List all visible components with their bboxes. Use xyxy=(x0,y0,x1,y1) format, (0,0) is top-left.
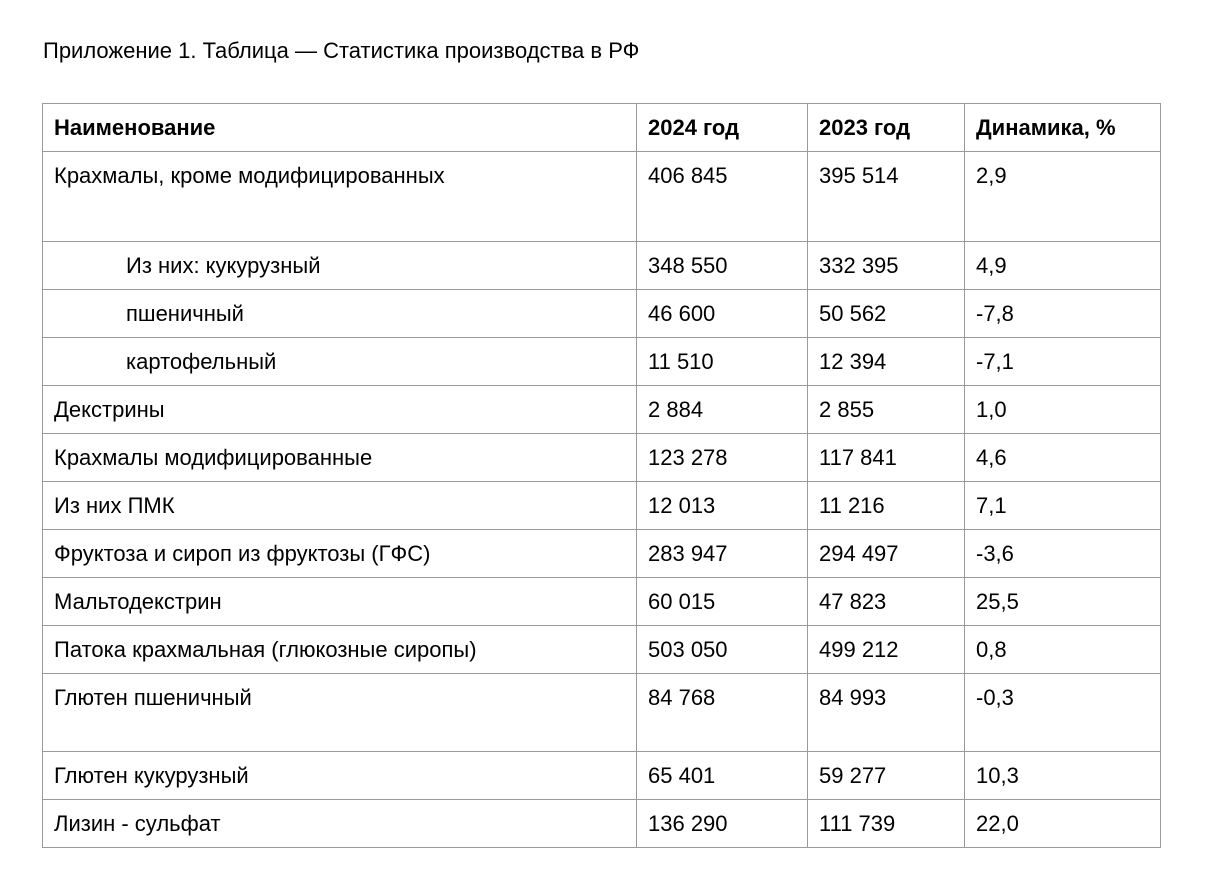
row-name: Лизин - сульфат xyxy=(43,800,637,848)
table-row xyxy=(43,800,1161,848)
table-row xyxy=(43,578,1161,626)
row-name: Из них ПМК xyxy=(43,482,637,530)
row-value-2023: 47 823 xyxy=(808,578,965,626)
row-value-2024: 65 401 xyxy=(637,752,808,800)
table-row xyxy=(43,674,1161,752)
row-dynamics: 7,1 xyxy=(965,482,1161,530)
row-value-2023: 12 394 xyxy=(808,338,965,386)
row-name: Крахмалы модифицированные xyxy=(43,434,637,482)
row-value-2023: 294 497 xyxy=(808,530,965,578)
document-title: Приложение 1. Таблица — Статистика производства в РФ xyxy=(43,38,640,63)
row-name: Фруктоза и сироп из фруктозы (ГФС) xyxy=(43,530,637,578)
table-row xyxy=(43,530,1161,578)
table-row xyxy=(43,386,1161,434)
column-header-name: Наименование xyxy=(43,104,637,152)
row-name: Из них: кукурузный xyxy=(43,242,637,290)
row-dynamics: 4,9 xyxy=(965,242,1161,290)
row-name: Декстрины xyxy=(43,386,637,434)
row-value-2023: 117 841 xyxy=(808,434,965,482)
row-name: Крахмалы, кроме модифицированных xyxy=(43,152,637,242)
row-value-2023: 50 562 xyxy=(808,290,965,338)
table-row xyxy=(43,338,1161,386)
row-value-2024: 503 050 xyxy=(637,626,808,674)
table-row xyxy=(43,626,1161,674)
row-value-2024: 348 550 xyxy=(637,242,808,290)
row-dynamics: 22,0 xyxy=(965,800,1161,848)
row-dynamics: -7,1 xyxy=(965,338,1161,386)
row-value-2023: 395 514 xyxy=(808,152,965,242)
row-name: картофельный xyxy=(43,338,637,386)
row-name: Глютен пшеничный xyxy=(43,674,637,752)
row-dynamics: -3,6 xyxy=(965,530,1161,578)
row-name: Глютен кукурузный xyxy=(43,752,637,800)
column-header-2023: 2023 год xyxy=(808,104,965,152)
row-value-2024: 12 013 xyxy=(637,482,808,530)
row-dynamics: 25,5 xyxy=(965,578,1161,626)
row-name: Мальтодекстрин xyxy=(43,578,637,626)
row-value-2023: 111 739 xyxy=(808,800,965,848)
table-header-row xyxy=(43,104,1161,152)
row-value-2024: 11 510 xyxy=(637,338,808,386)
row-value-2024: 406 845 xyxy=(637,152,808,242)
row-dynamics: 2,9 xyxy=(965,152,1161,242)
table-row xyxy=(43,152,1161,242)
row-value-2023: 11 216 xyxy=(808,482,965,530)
row-dynamics: -0,3 xyxy=(965,674,1161,752)
row-value-2024: 46 600 xyxy=(637,290,808,338)
row-name: Патока крахмальная (глюкозные сиропы) xyxy=(43,626,637,674)
row-value-2023: 499 212 xyxy=(808,626,965,674)
row-value-2023: 59 277 xyxy=(808,752,965,800)
row-name: пшеничный xyxy=(43,290,637,338)
row-value-2023: 84 993 xyxy=(808,674,965,752)
row-value-2024: 60 015 xyxy=(637,578,808,626)
column-header-dynamics: Динамика, % xyxy=(965,104,1161,152)
table-row xyxy=(43,290,1161,338)
row-dynamics: 10,3 xyxy=(965,752,1161,800)
row-dynamics: 4,6 xyxy=(965,434,1161,482)
table-row xyxy=(43,482,1161,530)
row-dynamics: -7,8 xyxy=(965,290,1161,338)
row-dynamics: 1,0 xyxy=(965,386,1161,434)
row-value-2024: 84 768 xyxy=(637,674,808,752)
column-header-2024: 2024 год xyxy=(637,104,808,152)
production-stats-table xyxy=(42,103,1161,848)
table-row xyxy=(43,434,1161,482)
row-value-2024: 123 278 xyxy=(637,434,808,482)
table-row xyxy=(43,752,1161,800)
row-value-2024: 283 947 xyxy=(637,530,808,578)
row-value-2023: 332 395 xyxy=(808,242,965,290)
row-dynamics: 0,8 xyxy=(965,626,1161,674)
table-row xyxy=(43,242,1161,290)
row-value-2024: 2 884 xyxy=(637,386,808,434)
row-value-2024: 136 290 xyxy=(637,800,808,848)
row-value-2023: 2 855 xyxy=(808,386,965,434)
